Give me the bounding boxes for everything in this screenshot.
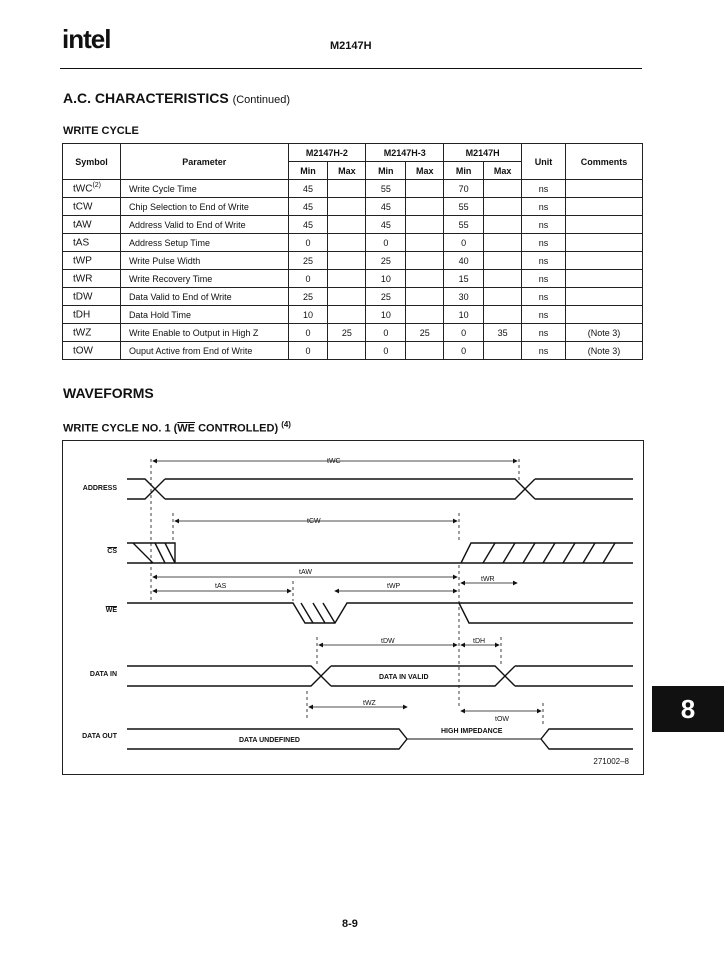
subtitle-we: $\overline{WE}$	[177, 422, 196, 435]
max-cell	[484, 270, 522, 288]
table-body	[63, 180, 643, 360]
unit-cell: ns	[522, 324, 566, 342]
waveforms-title: WAVEFORMS	[63, 385, 154, 401]
table-row	[63, 288, 643, 306]
waveform-svg	[63, 441, 643, 774]
tow-label: tOW	[495, 716, 509, 723]
parameter-cell: Data Valid to End of Write	[120, 288, 288, 306]
comment-cell	[566, 198, 643, 216]
we-wave	[127, 603, 633, 623]
max-cell	[328, 288, 366, 306]
min-cell: 10	[288, 306, 328, 324]
col-max: Max	[406, 162, 444, 180]
comment-cell	[566, 306, 643, 324]
comment-cell	[566, 216, 643, 234]
min-cell: 0	[444, 324, 484, 342]
symbol-cell	[63, 306, 121, 324]
symbol-cell	[63, 198, 121, 216]
symbol-text: tAW	[73, 219, 92, 231]
min-cell: 0	[288, 324, 328, 342]
min-cell: 25	[288, 252, 328, 270]
max-cell	[328, 216, 366, 234]
subtitle-pre: WRITE CYCLE NO. 1 (	[63, 422, 178, 435]
unit-cell: ns	[522, 288, 566, 306]
parameter-cell: Address Valid to End of Write	[120, 216, 288, 234]
parameter-cell: Write Enable to Output in High Z	[120, 324, 288, 342]
data-undefined-text: DATA UNDEFINED	[239, 737, 300, 744]
min-cell: 0	[288, 234, 328, 252]
min-cell: 0	[288, 270, 328, 288]
intel-logo: intel	[62, 24, 111, 54]
symbol-text: tAS	[73, 237, 90, 249]
min-cell: 0	[366, 342, 406, 360]
data-out-label: DATA OUT	[82, 733, 117, 740]
max-cell	[406, 342, 444, 360]
col-parameter: Parameter	[120, 144, 288, 180]
max-cell	[406, 180, 444, 198]
unit-cell: ns	[522, 216, 566, 234]
min-cell: 10	[366, 270, 406, 288]
symbol-cell	[63, 324, 121, 342]
header-rule	[60, 68, 642, 69]
unit-cell: ns	[522, 234, 566, 252]
group-header: M2147H-2	[288, 144, 366, 162]
data-in-label: DATA IN	[89, 671, 117, 678]
symbol-note: (2)	[92, 182, 102, 190]
address-label: ADDRESS	[82, 485, 117, 492]
comment-cell	[566, 288, 643, 306]
comment-cell	[566, 252, 643, 270]
col-min: Min	[444, 162, 484, 180]
unit-cell: ns	[522, 270, 566, 288]
symbol-cell	[63, 234, 121, 252]
unit-cell: ns	[522, 252, 566, 270]
symbol-text: tWP	[73, 255, 92, 267]
table-row	[63, 306, 643, 324]
col-symbol: Symbol	[63, 144, 121, 180]
comment-cell	[566, 270, 643, 288]
we-hatch	[301, 603, 335, 623]
min-cell: 0	[366, 324, 406, 342]
min-cell: 10	[366, 306, 406, 324]
min-cell: 40	[444, 252, 484, 270]
subtitle-note: (4)	[281, 420, 291, 429]
max-cell	[484, 306, 522, 324]
min-cell: 25	[288, 288, 328, 306]
col-max: Max	[328, 162, 366, 180]
col-max: Max	[484, 162, 522, 180]
symbol-text: tCW	[73, 201, 93, 213]
min-cell: 55	[444, 216, 484, 234]
min-cell: 45	[366, 198, 406, 216]
we-label: $\overline{WE}$	[105, 607, 117, 614]
symbol-text: tWZ	[73, 327, 92, 339]
max-cell	[484, 234, 522, 252]
min-cell: 55	[444, 198, 484, 216]
max-cell: 35	[484, 324, 522, 342]
min-cell: 45	[366, 216, 406, 234]
write-cycle-table	[62, 143, 643, 360]
col-min: Min	[366, 162, 406, 180]
tas-label: tAS	[215, 583, 227, 590]
max-cell	[328, 180, 366, 198]
table-row	[63, 198, 643, 216]
max-cell	[328, 252, 366, 270]
write-cycle-subtitle	[63, 420, 291, 435]
high-impedance-text: HIGH IMPEDANCE	[441, 728, 503, 735]
page-number: 8-9	[342, 918, 358, 930]
min-cell: 0	[288, 342, 328, 360]
max-cell: 25	[406, 324, 444, 342]
min-cell: 0	[366, 234, 406, 252]
min-cell: 0	[444, 342, 484, 360]
table-row	[63, 342, 643, 360]
col-min: Min	[288, 162, 328, 180]
max-cell	[406, 288, 444, 306]
table-title: WRITE CYCLE	[63, 125, 139, 137]
parameter-cell: Address Setup Time	[120, 234, 288, 252]
section-continued: (Continued)	[232, 94, 291, 106]
symbol-cell	[63, 216, 121, 234]
twz-label: tWZ	[363, 700, 376, 707]
max-cell	[406, 306, 444, 324]
symbol-text: tWC	[73, 183, 93, 195]
min-cell: 10	[444, 306, 484, 324]
max-cell	[328, 234, 366, 252]
max-cell	[328, 306, 366, 324]
twc-label: tWC	[327, 458, 341, 465]
symbol-cell	[63, 270, 121, 288]
max-cell	[406, 252, 444, 270]
subtitle-post: CONTROLLED)	[195, 422, 279, 435]
max-cell	[484, 180, 522, 198]
address-wave	[127, 479, 633, 499]
symbol-cell	[63, 288, 121, 306]
parameter-cell: Write Cycle Time	[120, 180, 288, 198]
timing-diagram	[62, 440, 644, 775]
table-row	[63, 180, 643, 198]
comment-cell	[566, 234, 643, 252]
min-cell: 70	[444, 180, 484, 198]
tdw-label: tDW	[381, 638, 395, 645]
comment-cell: (Note 3)	[566, 324, 643, 342]
max-cell	[406, 270, 444, 288]
unit-cell: ns	[522, 342, 566, 360]
comment-cell	[566, 180, 643, 198]
max-cell	[484, 216, 522, 234]
table-row	[63, 324, 643, 342]
max-cell	[484, 252, 522, 270]
max-cell	[406, 198, 444, 216]
parameter-cell: Chip Selection to End of Write	[120, 198, 288, 216]
min-cell: 45	[288, 180, 328, 198]
max-cell	[406, 234, 444, 252]
tcw-label: tCW	[307, 518, 321, 525]
data-in-valid-text: DATA IN VALID	[379, 674, 429, 681]
group-header: M2147H-3	[366, 144, 444, 162]
cs-label: $\overline{CS}$	[107, 548, 117, 555]
group-header: M2147H	[444, 144, 522, 162]
max-cell: 25	[328, 324, 366, 342]
data-out-active	[541, 729, 633, 749]
symbol-text: tDH	[73, 309, 91, 321]
twp-label: tWP	[387, 583, 401, 590]
max-cell	[484, 342, 522, 360]
min-cell: 25	[366, 288, 406, 306]
parameter-cell: Write Recovery Time	[120, 270, 288, 288]
cs-wave	[127, 543, 633, 563]
tdh-label: tDH	[473, 638, 486, 645]
parameter-cell: Data Hold Time	[120, 306, 288, 324]
min-cell: 0	[444, 234, 484, 252]
max-cell	[328, 270, 366, 288]
table-row	[63, 270, 643, 288]
min-cell: 45	[288, 216, 328, 234]
twr-label: tWR	[481, 576, 495, 583]
symbol-cell	[63, 180, 121, 198]
unit-cell: ns	[522, 198, 566, 216]
part-number-header: M2147H	[330, 40, 372, 52]
section-tab: 8	[652, 686, 724, 732]
col-unit: Unit	[522, 144, 566, 180]
col-comments: Comments	[566, 144, 643, 180]
comment-cell: (Note 3)	[566, 342, 643, 360]
parameter-cell: Write Pulse Width	[120, 252, 288, 270]
min-cell: 45	[288, 198, 328, 216]
figure-number: 271002–8	[593, 757, 629, 766]
unit-cell: ns	[522, 180, 566, 198]
min-cell: 55	[366, 180, 406, 198]
symbol-cell	[63, 342, 121, 360]
max-cell	[406, 216, 444, 234]
parameter-cell: Ouput Active from End of Write	[120, 342, 288, 360]
min-cell: 25	[366, 252, 406, 270]
min-cell: 30	[444, 288, 484, 306]
max-cell	[484, 288, 522, 306]
max-cell	[328, 342, 366, 360]
table-row	[63, 234, 643, 252]
table-row	[63, 216, 643, 234]
cs-hatch	[483, 543, 615, 563]
symbol-text: tWR	[73, 273, 93, 285]
min-cell: 15	[444, 270, 484, 288]
section-title	[63, 90, 290, 106]
symbol-text: tOW	[73, 345, 93, 357]
max-cell	[484, 198, 522, 216]
taw-label: tAW	[299, 569, 312, 576]
symbol-cell	[63, 252, 121, 270]
max-cell	[328, 198, 366, 216]
section-title-text: A.C. CHARACTERISTICS	[63, 90, 229, 106]
unit-cell: ns	[522, 306, 566, 324]
table-row	[63, 252, 643, 270]
symbol-text: tDW	[73, 291, 93, 303]
